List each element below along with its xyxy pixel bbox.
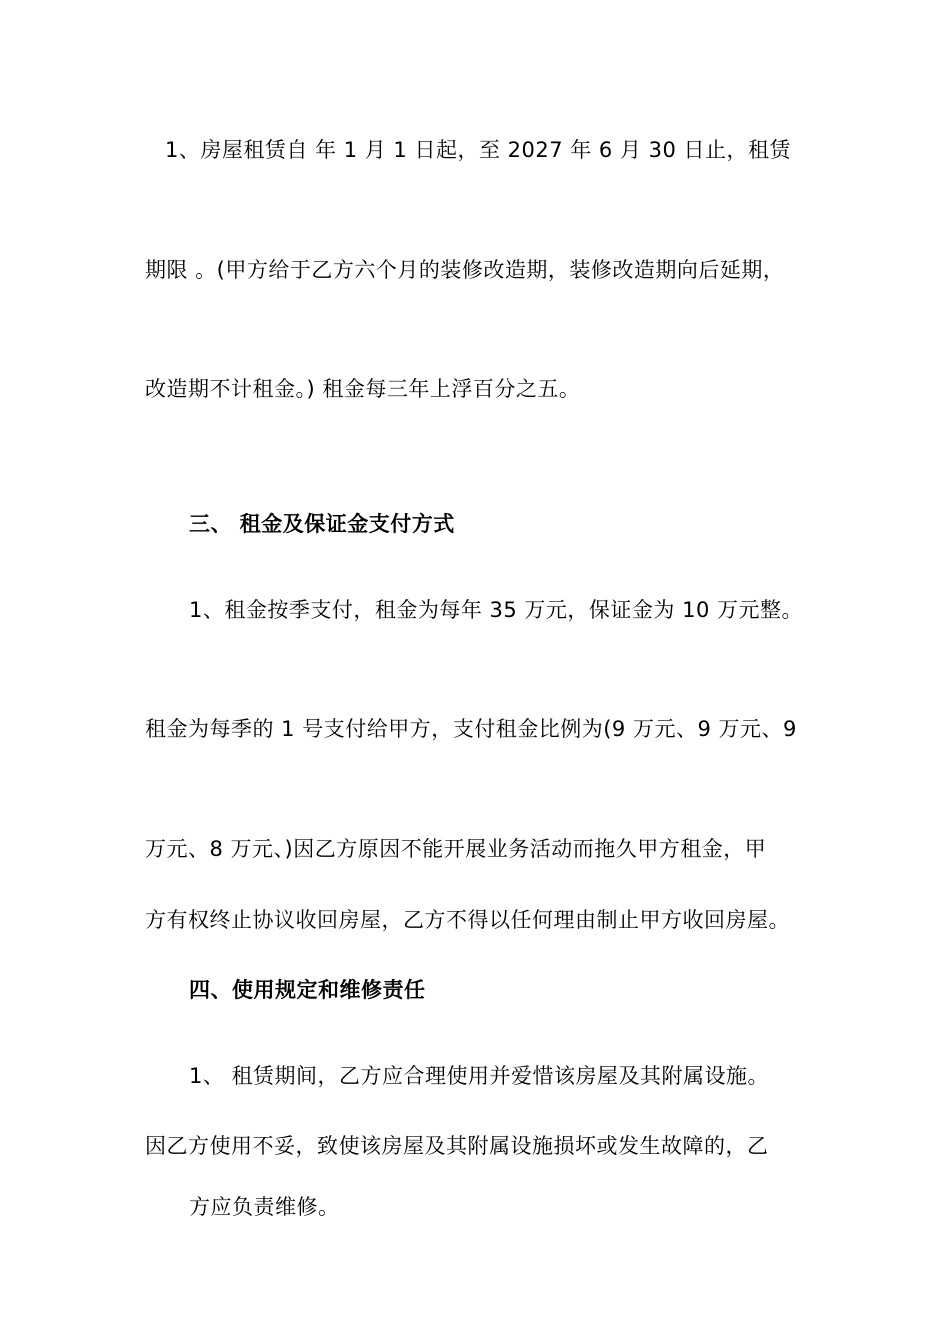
paragraph-line: 方有权终止协议收回房屋，乙方不得以任何理由制止甲方收回房屋。 bbox=[145, 908, 790, 932]
paragraph-line: 改造期不计租金。) 租金每三年上浮百分之五。 bbox=[145, 377, 581, 401]
paragraph-line: 万元、8 万元、)因乙方原因不能开展业务活动而拖久甲方租金，甲 bbox=[145, 837, 767, 861]
paragraph-line: 租金为每季的 1 号支付给甲方，支付租金比例为(9 万元、9 万元、9 bbox=[145, 717, 797, 741]
paragraph-line: 期限 。(甲方给于乙方六个月的装修改造期，装修改造期向后延期， bbox=[145, 258, 785, 282]
paragraph-line: 1、 租赁期间，乙方应合理使用并爱惜该房屋及其附属设施。 bbox=[189, 1064, 770, 1088]
section-heading: 三、 租金及保证金支付方式 bbox=[189, 512, 455, 536]
paragraph-line: 因乙方使用不妥，致使该房屋及其附属设施损坏或发生故障的，乙 bbox=[145, 1134, 769, 1158]
paragraph-line: 方应负责维修。 bbox=[189, 1195, 340, 1219]
paragraph-line: 1、租金按季支付，租金为每年 35 万元，保证金为 10 万元整。 bbox=[189, 598, 804, 622]
paragraph-line: 1、房屋租赁自 年 1 月 1 日起，至 2027 年 6 月 30 日止，租赁 bbox=[165, 138, 792, 162]
section-heading: 四、使用规定和维修责任 bbox=[189, 978, 426, 1002]
